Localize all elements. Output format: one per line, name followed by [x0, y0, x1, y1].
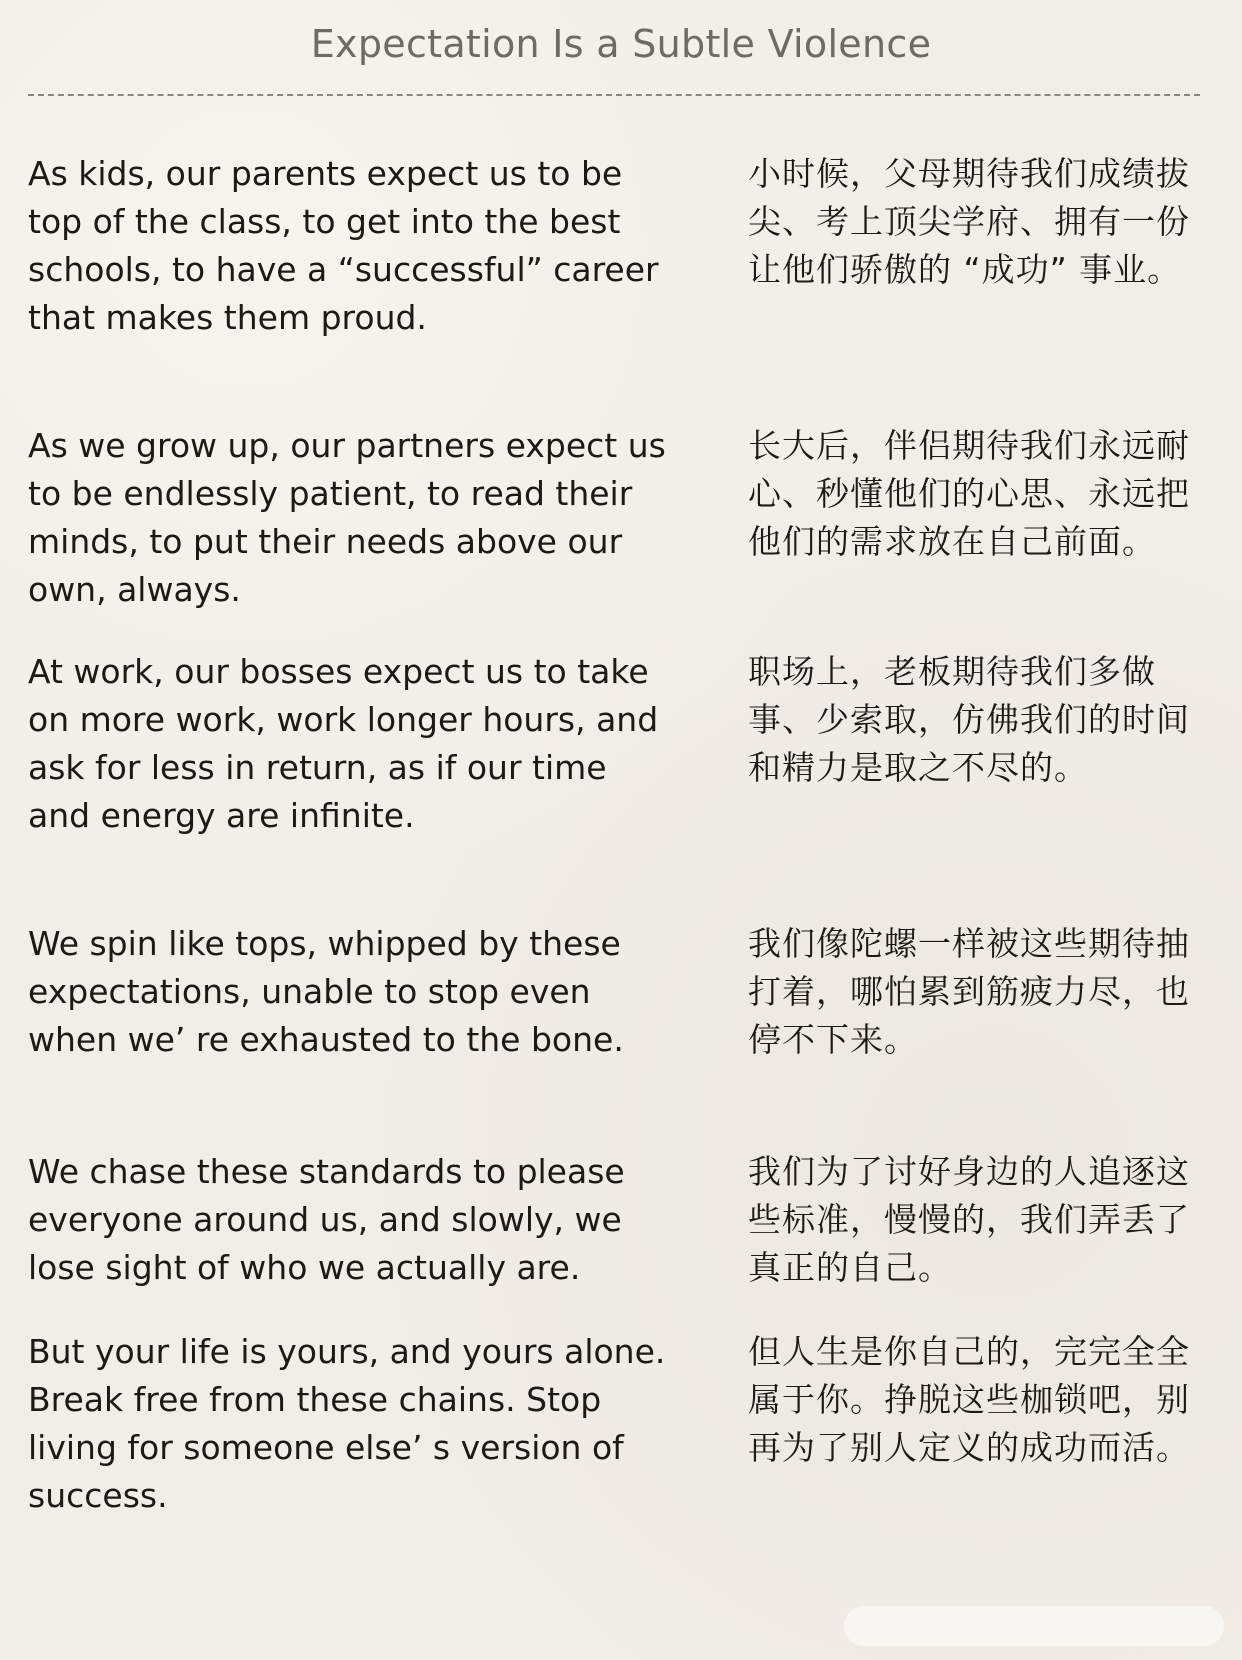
dashed-divider — [28, 94, 1200, 96]
paragraph-zh-5: 我们为了讨好身边的人追逐这些标准，慢慢的，我们弄丢了真正的自己。 — [748, 1152, 1190, 1287]
page-title: Expectation Is a Subtle Violence — [310, 22, 932, 66]
paragraph-en-4: We spin like tops, whipped by these expectations, unable to stop even when we’ re exhausted to the bone. — [28, 924, 624, 1059]
paragraph-en-3: At work, our bosses expect us to take on more work, work longer hours, and ask for less in return, as if our time and energy are infinite. — [28, 652, 659, 835]
paragraph-en-1: As kids, our parents expect us to be top of the class, to get into the best schools, to have a “successful” career that makes them proud. — [28, 154, 659, 337]
paragraph-en-5: We chase these standards to please everyone around us, and slowly, we lose sight of who we actually are. — [28, 1152, 625, 1287]
paragraph-zh-3: 职场上，老板期待我们多做事、少索取，仿佛我们的时间和精力是取之不尽的。 — [748, 652, 1190, 787]
paragraph-zh-6: 但人生是你自己的，完完全全属于你。挣脱这些枷锁吧，别再为了别人定义的成功而活。 — [748, 1332, 1190, 1467]
watermark-overlay — [844, 1606, 1224, 1646]
paragraph-zh-2: 长大后，伴侣期待我们永远耐心、秒懂他们的心思、永远把他们的需求放在自己前面。 — [748, 426, 1190, 561]
paragraph-en-2: As we grow up, our partners expect us to be endlessly patient, to read their minds, to put their needs above our own, always. — [28, 426, 666, 609]
paragraph-zh-4: 我们像陀螺一样被这些期待抽打着，哪怕累到筋疲力尽，也停不下来。 — [748, 924, 1190, 1059]
paragraph-en-6: But your life is yours, and yours alone. Break free from these chains. Stop living for someone else’ s version of success. — [28, 1332, 666, 1515]
paragraph-zh-1: 小时候，父母期待我们成绩拔尖、考上顶尖学府、拥有一份让他们骄傲的 “成功” 事业。 — [748, 154, 1190, 289]
